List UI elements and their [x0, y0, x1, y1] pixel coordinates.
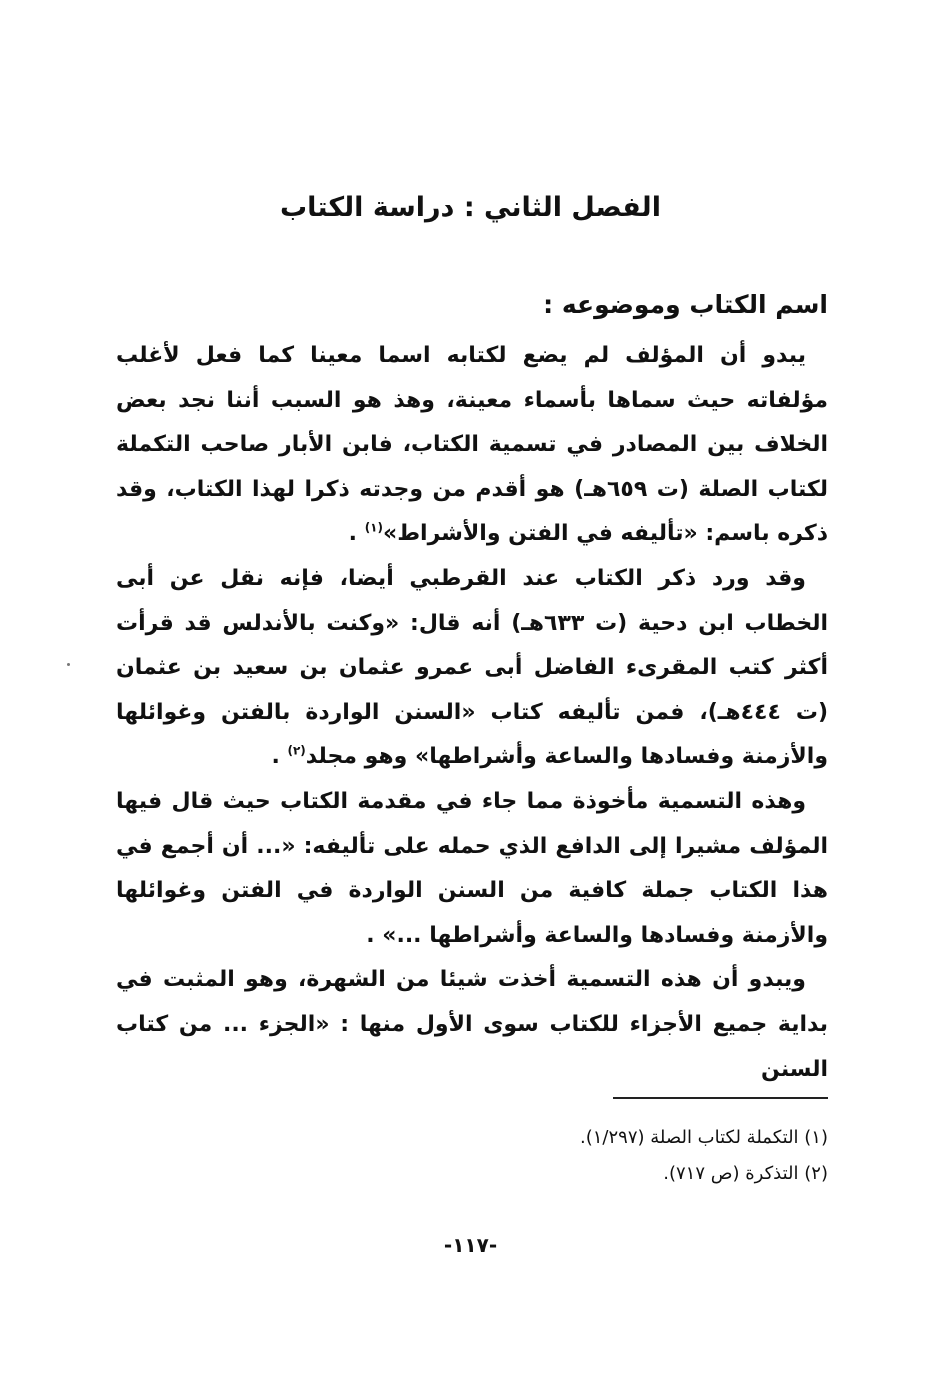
paragraph-1 [116, 334, 828, 557]
paragraph-1-tail: . [348, 521, 365, 547]
paragraph-3 [116, 780, 828, 958]
paragraph-1-text: يبدو أن المؤلف لم يضع لكتابه اسما معينا كما فعل لأغلب مؤلفاته حيث سماها بأسماء معينة، وهذ هو السبب أننا نجد بعض الخلاف بين المصادر في تسمية الكتاب، فابن الأبار صاحب التكملة لكتاب الصلة (ت ٦٥٩هـ) هو أقدم من وجدته ذكرا لهذا الكتاب، وقد ذكره باسم: «تأليفه في الفتن والأشراط» [116, 343, 828, 547]
paragraph-4-text: ويبدو أن هذه التسمية أخذت شيئا من الشهرة، وهو المثبت في بداية جميع الأجزاء للكتاب سوى الأول منها : «الجزء ... من كتاب السنن [116, 967, 828, 1082]
body-text [116, 334, 828, 1092]
paragraph-2 [116, 557, 828, 780]
section-heading: اسم الكتاب وموضوعه : [543, 290, 828, 319]
paragraph-4 [116, 958, 828, 1092]
chapter-title: الفصل الثاني : دراسة الكتاب [280, 192, 661, 223]
footnote-divider [613, 1097, 828, 1099]
footnote-1: (١) التكملة لكتاب الصلة (١/٢٩٧). [580, 1127, 828, 1148]
paragraph-3-text: وهذه التسمية مأخوذة مما جاء في مقدمة الكتاب حيث قال فيها المؤلف مشيرا إلى الدافع الذي حمله على تأليفه: «... أن أجمع في هذا الكتاب جملة كافية من السنن الواردة في الفتن وغوائلها والأزمنة وفسادها والساعة وأشراطها ...» . [116, 788, 828, 948]
scan-speck [67, 663, 70, 666]
footnotes [116, 1120, 828, 1192]
paragraph-2-tail: . [271, 744, 288, 770]
footnote-ref-1: (١) [364, 521, 383, 536]
paragraph-2-text: وقد ورد ذكر الكتاب عند القرطبي أيضا، فإنه نقل عن أبى الخطاب ابن دحية (ت ٦٣٣هـ) أنه قال: «وكنت بالأندلس قد قرأت أكثر كتب المقرىء الفاضل أبى عمرو عثمان بن سعيد بن عثمان (ت ٤٤٤هـ)، فمن تأليفه كتاب «السنن الواردة بالفتن وغوائلها والأزمنة وفسادها والساعة وأشراطها» وهو مجلد [116, 565, 829, 770]
footnote-2: (٢) التذكرة (ص ٧١٧). [663, 1163, 828, 1184]
page-number: -١١٧- [443, 1233, 498, 1257]
footnote-ref-2: (٢) [287, 744, 306, 759]
